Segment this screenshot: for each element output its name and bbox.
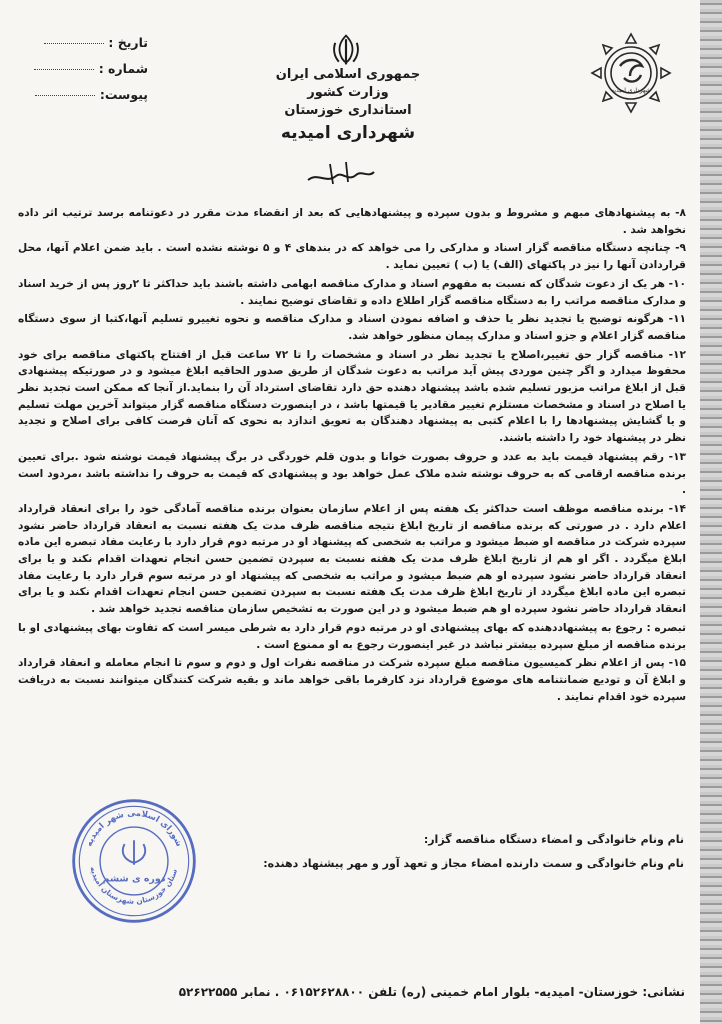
footer-address: نشانی: خوزستان- امیدیه- بلوار امام خمینی (ره) تلفن ۰۶۱۵۲۶۲۸۸۰۰ . نمابر ۵۲۶۲۲۵۵۵ (178, 985, 685, 999)
scanner-edge (700, 0, 722, 1024)
seal-center-text: دوره ی ششم (102, 873, 166, 885)
date-dots (44, 43, 104, 44)
clause-13: ۱۳- رقم پیشنهاد قیمت باید به عدد و حروف بصورت خوانا و بدون قلم خوردگی در برگ پیشنهاد قیمت نوشته شود .برای تعیین برنده مناقصه ارقامی که به حروف نوشته شده ملاک عمل خواهد بود و پیشنهادی که قیمت به حروف را نداشته باشد ،مردود است . (18, 450, 686, 497)
clause-14: ۱۴- برنده مناقصه موظف است حداکثر یک هفته پس از اعلام سازمان بعنوان برنده مناقصه آمادگی خود را برای انعقاد قرارداد اعلام دارد . در صورتی که برنده مناقصه از تاریخ ابلاغ نتیجه مناقصه ظرف مدت یک هفته نسبت به انعقاد قرارداد حاضر نشود سپرده شرکت در مناقصه او ضبط میشود و مراتب به شخصی که پیشنهاد او در مرتبه دوم قرار دارد با رعایت مفاد تبصره این ماده ابلاغ میگردد . اگر او هم از تاریخ ابلاغ ظرف مدت یک هفته نسبت به سپردن تضمین حسن انجام تعهدات اقدام نکند و یا برای انعقاد قرارداد حاضر نشود سپرده او هم ضبط میشود و مراتب به شخصی که پیشنهاد او در مرتبه سوم قرار دارد با رعایت مفاد تبصره این ماده ابلاغ میگردد از تاریخ ابلاغ ظرف مدت یک هفته نسبت به سپردن تضمین حسن انجام تعهدات اقدام نکند و یا برای انعقاد قرارداد حاضر نشود سپرده او هم ضبط میشود و در این صورت به تشخیص سازمان مناقصه تجدید خواهد شد . (18, 502, 686, 616)
attachment-field (18, 82, 148, 108)
number-label: شماره : (98, 61, 148, 76)
letter-meta (18, 30, 148, 108)
clause-11: ۱۱- هرگونه توضیح یا تجدید نظر یا حذف و اضافه نمودن اسناد و مدارک مناقصه و نحوه تغییرو تسلیم آنها،کتبا از سوی دستگاه مناقصه گزار اعلام و جزو اسناد و مدارک پیمان منظور خواهد شد. (18, 313, 686, 342)
attachment-label: پیوست: (99, 87, 148, 102)
number-field (18, 56, 148, 82)
invocation-text (300, 166, 380, 181)
bidder-signature-line: نام ونام خانوادگی و سمت دارنده امضاء مجاز و تعهد آور و مهر پیشنهاد دهنده: (263, 857, 684, 870)
logo-text: شهرداری امیدیه (611, 87, 651, 94)
date-label: تاریخ : (108, 35, 148, 50)
clause-8: ۸- به پیشنهادهای مبهم و مشروط و بدون سپرده و پیشنهادهایی که بعد از انقضاء مدت مقرر در دعوتنامه برسد ترتیب اثر داده نخواهد شد . (18, 207, 686, 236)
org-province: استانداری خوزستان (284, 103, 412, 118)
seal-bottom-text: ستان خوزستان شهرستان امیدیه (88, 865, 180, 906)
clause-12: ۱۲- مناقصه گزار حق تغییر،اصلاح یا تجدید نظر در اسناد و مشخصات را تا ۷۲ ساعت قبل از افتتاح پاکتهای مناقصه برای خود محفوظ میدارد و اگر چنین موردی پیش آید مراتب به دعوت شدگان از طریق صدور الحاقیه ابلاغ میشود و در صورتیکه پیشنهادی قبل از ابلاغ مراتب مزبور تسلیم شده باشد پیشنهاد دهنده حق دارد تقاضای استرداد آن را بنماید.از آنجا که ممکن است تجدید نظر یا اصلاح در اسناد و مشخصات مستلزم تغییر مقادیر یا قیمتها باشد ، در اینصورت دستگاه مناقصه گزار میتواند آخرین مهلت تسلیم و یا گشایش پیشنهادها را با اعلام کتبی به پیشنهاد دهندگان به تعویق اندازد به نحوی که آنان فرصت کافی برای اصلاح و تجدید نظر در پیشنهاد خود را داشته باشند. (18, 348, 686, 445)
note-clause: تبصره : رجوع به پیشنهاددهنده که بهای پیشنهادی او در مرتبه دوم قرار دارد به شرطی میسر است که تفاوت بهای پیشنهادی او با برنده مناقصه از مبلغ سپرده بیشتر نباشد در غیر اینصورت رجوع به او ممنوع است . (18, 621, 686, 651)
iran-emblem-icon (328, 32, 364, 68)
organization-header (228, 66, 468, 146)
clause-10: ۱۰- هر یک از دعوت شدگان که نسبت به مفهوم اسناد و مدارک مناقصه ابهامی داشته باشند باید حداکثر تا ۲روز پس از خرید اسناد و مدارک مناقصه مراتب را به دستگاه مناقصه گزار اطلاع داده و تقاضای توضیح نمایند . (18, 277, 686, 307)
invocation (300, 158, 380, 192)
clause-15: ۱۵- پس از اعلام نظر کمیسیون مناقصه مبلغ سپرده شرکت در مناقصه نفرات اول و دوم و سوم تا انجام معامله و انعقاد قرارداد و ابلاغ آن و تودیع ضمانتنامه های موضوع قرارداد نزد کارفرما باقی خواهد ماند و بقیه شرکت کنندگان میتوانند نسبت به دریافت سپرده خود اقدام نمایند . (18, 657, 686, 703)
seal-outer-text: شورای اسلامی شهر امیدیه (83, 807, 185, 848)
clause-9: ۹- چنانچه دستگاه مناقصه گزار اسناد و مدارکی را می خواهد که در بندهای ۴ و ۵ نوشته نشده است . باید ضمن اعلام آنها، محل قراردادن آنها را نیز در پاکتهای (الف) یا (ب ) تعیین نماید . (18, 242, 686, 272)
clauses-body (18, 205, 686, 707)
date-field (18, 30, 148, 56)
council-seal-stamp (68, 795, 200, 927)
number-dots (34, 69, 94, 70)
municipality-logo-icon (586, 28, 676, 118)
org-ministry: وزارت کشور (307, 85, 389, 100)
org-municipality: شهرداری امیدیه (280, 123, 416, 143)
tender-authority-signature-line: نام ونام خانوادگی و امضاء دستگاه مناقصه گزار: (423, 833, 684, 846)
org-country: جمهوری اسلامی ایران (275, 67, 421, 82)
attachment-dots (35, 95, 95, 96)
signature-block (200, 828, 684, 876)
